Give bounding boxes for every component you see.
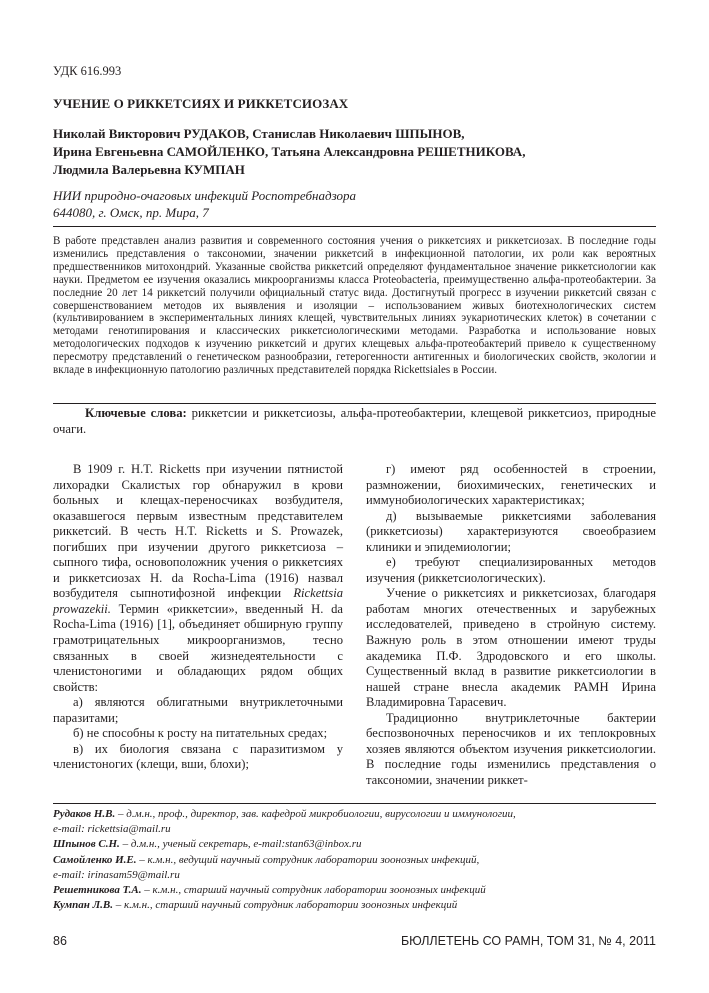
footnote-email: e-mail: irinasam59@mail.ru [53,868,180,881]
keywords-label: Ключевые слова: [85,406,187,420]
list-item: в) их биология связана с паразитизмом у членистоногих (клещи, вши, блохи); [53,741,343,772]
footnote-author: Самойленко И.Е. [53,853,137,866]
page-number: 86 [53,934,67,948]
authors-line: Ирина Евгеньевна САМОЙЛЕНКО, Татьяна Александровна РЕШЕТНИКОВА, [53,144,526,159]
list-item: е) требуют специализированных методов изучения (риккетсиологических). [366,555,656,585]
footnote: Кумпан Л.В. – к.м.н., старший научный сотрудник лаборатории зоонозных инфекций [53,899,458,912]
keywords [53,406,656,437]
species-name: Rickettsia prowazekii. [53,586,343,616]
authors-line: Николай Викторович РУДАКОВ, Станислав Николаевич ШПЫНОВ, [53,126,465,141]
author-list [53,125,663,179]
list-item: а) являются облигатными внутриклеточными паразитами; [53,695,343,725]
body-paragraph: В 1909 г. H.T. Ricketts при изучении пятнистой лихорадки Скалистых гор обнаружил в крови больных и клещах-переносчиках возбудителя, оказавшегося первым известным представителем риккетсий. В честь H.T. Ricketts и S. Prowazek, погибших при изучении другого риккетсиоза – сыпного тифа, основоположник учения о риккетсиях и риккетсиозах H. da Rocha-Lima (1916) назвал возбудителя сыпнотифозной инфекции Rickettsia prowazekii. Термин «риккетсии», введенный H. da Rocha-Lima (1916) [1], объединяет обширную группу грамотрицательных микроорганизмов, тесно связанных в своей жизнедеятельности с членистоногими и обладающих рядом общих свойств: [53,462,343,694]
body-paragraph: Традиционно внутриклеточные бактерии беспозвоночных переносчиков и их теплокровных хозяев являются объектом изучения риккетсиологии. В последние годы изменились представления о таксономии, значении риккет- [366,710,656,787]
body-column-right [366,462,656,788]
footnote: Рудаков Н.В. – д.м.н., проф., директор, зав. кафедрой микробиологии, вирусологии и иммунологии, [53,808,516,820]
list-item: г) имеют ряд особенностей в строении, размножении, биохимических, генетических и иммунобиологических характеристиках; [366,462,656,508]
divider [53,403,656,404]
authors-line: Людмила Валерьевна КУМПАН [53,162,245,177]
footnote-author: Рудаков Н.В. [53,808,116,820]
footnote: Шпынов С.Н. – д.м.н., ученый секретарь, e-mail:stan63@inbox.ru [53,838,362,851]
body-paragraph: Учение о риккетсиях и риккетсиозах, благодаря работам многих отечественных и зарубежных исследователей, приведено в стройную систему. Важную роль в этом отношении имеют труды академика П.Ф. Здродовского и его школы. Существенный вклад в развитие риккетсиологии в нашей стране внесла академик РАМН Ирина Владимировна Тарасевич. [366,586,656,710]
keywords-text: риккетсии и риккетсиозы, альфа-протеобактерии, клещевой риккетсиоз, природные очаги. [53,406,657,436]
body-column-left [53,462,343,773]
footnote-author: Кумпан Л.В. [53,899,113,912]
list-item: д) вызываемые риккетсиями заболевания (риккетсиозы) характеризуются своеобразием клиники и эпидемиологии; [366,508,656,554]
affiliation-institute: НИИ природно-очаговых инфекций Роспотребнадзора [53,188,356,203]
footnote-email: e-mail: rickettsia@mail.ru [53,823,171,836]
affiliation [53,187,356,221]
divider [53,226,656,227]
footnote-divider [53,803,656,804]
udc-code: УДК 616.993 [53,64,122,78]
journal-name: БЮЛЛЕТЕНЬ СО РАМН, ТОМ 31, № 4, 2011 [400,934,656,948]
list-item: б) не способны к росту на питательных средах; [73,726,328,741]
footnote: Самойленко И.Е. – к.м.н., ведущий научный сотрудник лаборатории зоонозных инфекций, [53,853,480,866]
abstract: В работе представлен анализ развития и современного состояния учения о риккетсиях и риккетсиозах. В последние годы изменились представления о таксономии, значении риккетсий в инфекционной патологии, их роли как вероятных предшественников митохондрий. Указанные свойства риккетсий определяют фундаментальное значение риккетсиологии как науки. Предметом ее изучения оказались микроорганизмы класса Proteobacteria, преимущественно альфа-протеобактерии. За последние 20 лет 14 риккетсий получили официальный статус вида. Достигнутый прогресс в изучении риккетсий связан с совершенствованием методов их выявления и изоляции – использованием живых биотехнологических систем (культивированием в экспериментальных линиях клещей, чувствительных линиях эукариотических клеток) в сочетании с методами генотипирования и классических риккетсиологическими методами. Разработка и использование новых методологических подходов к изучению риккетсий и других клещевых альфа-протеобактерий привело к существенному пересмотру представлений о генетическом разнообразии, гетерогенности антигенных и биологических свойств, экологии и вкладе в инфекционную патологию различных представителей порядка Rickettsiales в России. [53,235,656,377]
footnote: Решетникова Т.А. – к.м.н., старший научный сотрудник лаборатории зоонозных инфекций [53,884,486,897]
affiliation-address: 644080, г. Омск, пр. Мира, 7 [53,205,209,220]
footnote-author: Решетникова Т.А. [53,884,142,897]
article-title: УЧЕНИЕ О РИККЕТСИЯХ И РИККЕТСИОЗАХ [53,96,349,111]
author-footnotes [53,807,656,913]
footnote-author: Шпынов С.Н. [53,838,120,851]
